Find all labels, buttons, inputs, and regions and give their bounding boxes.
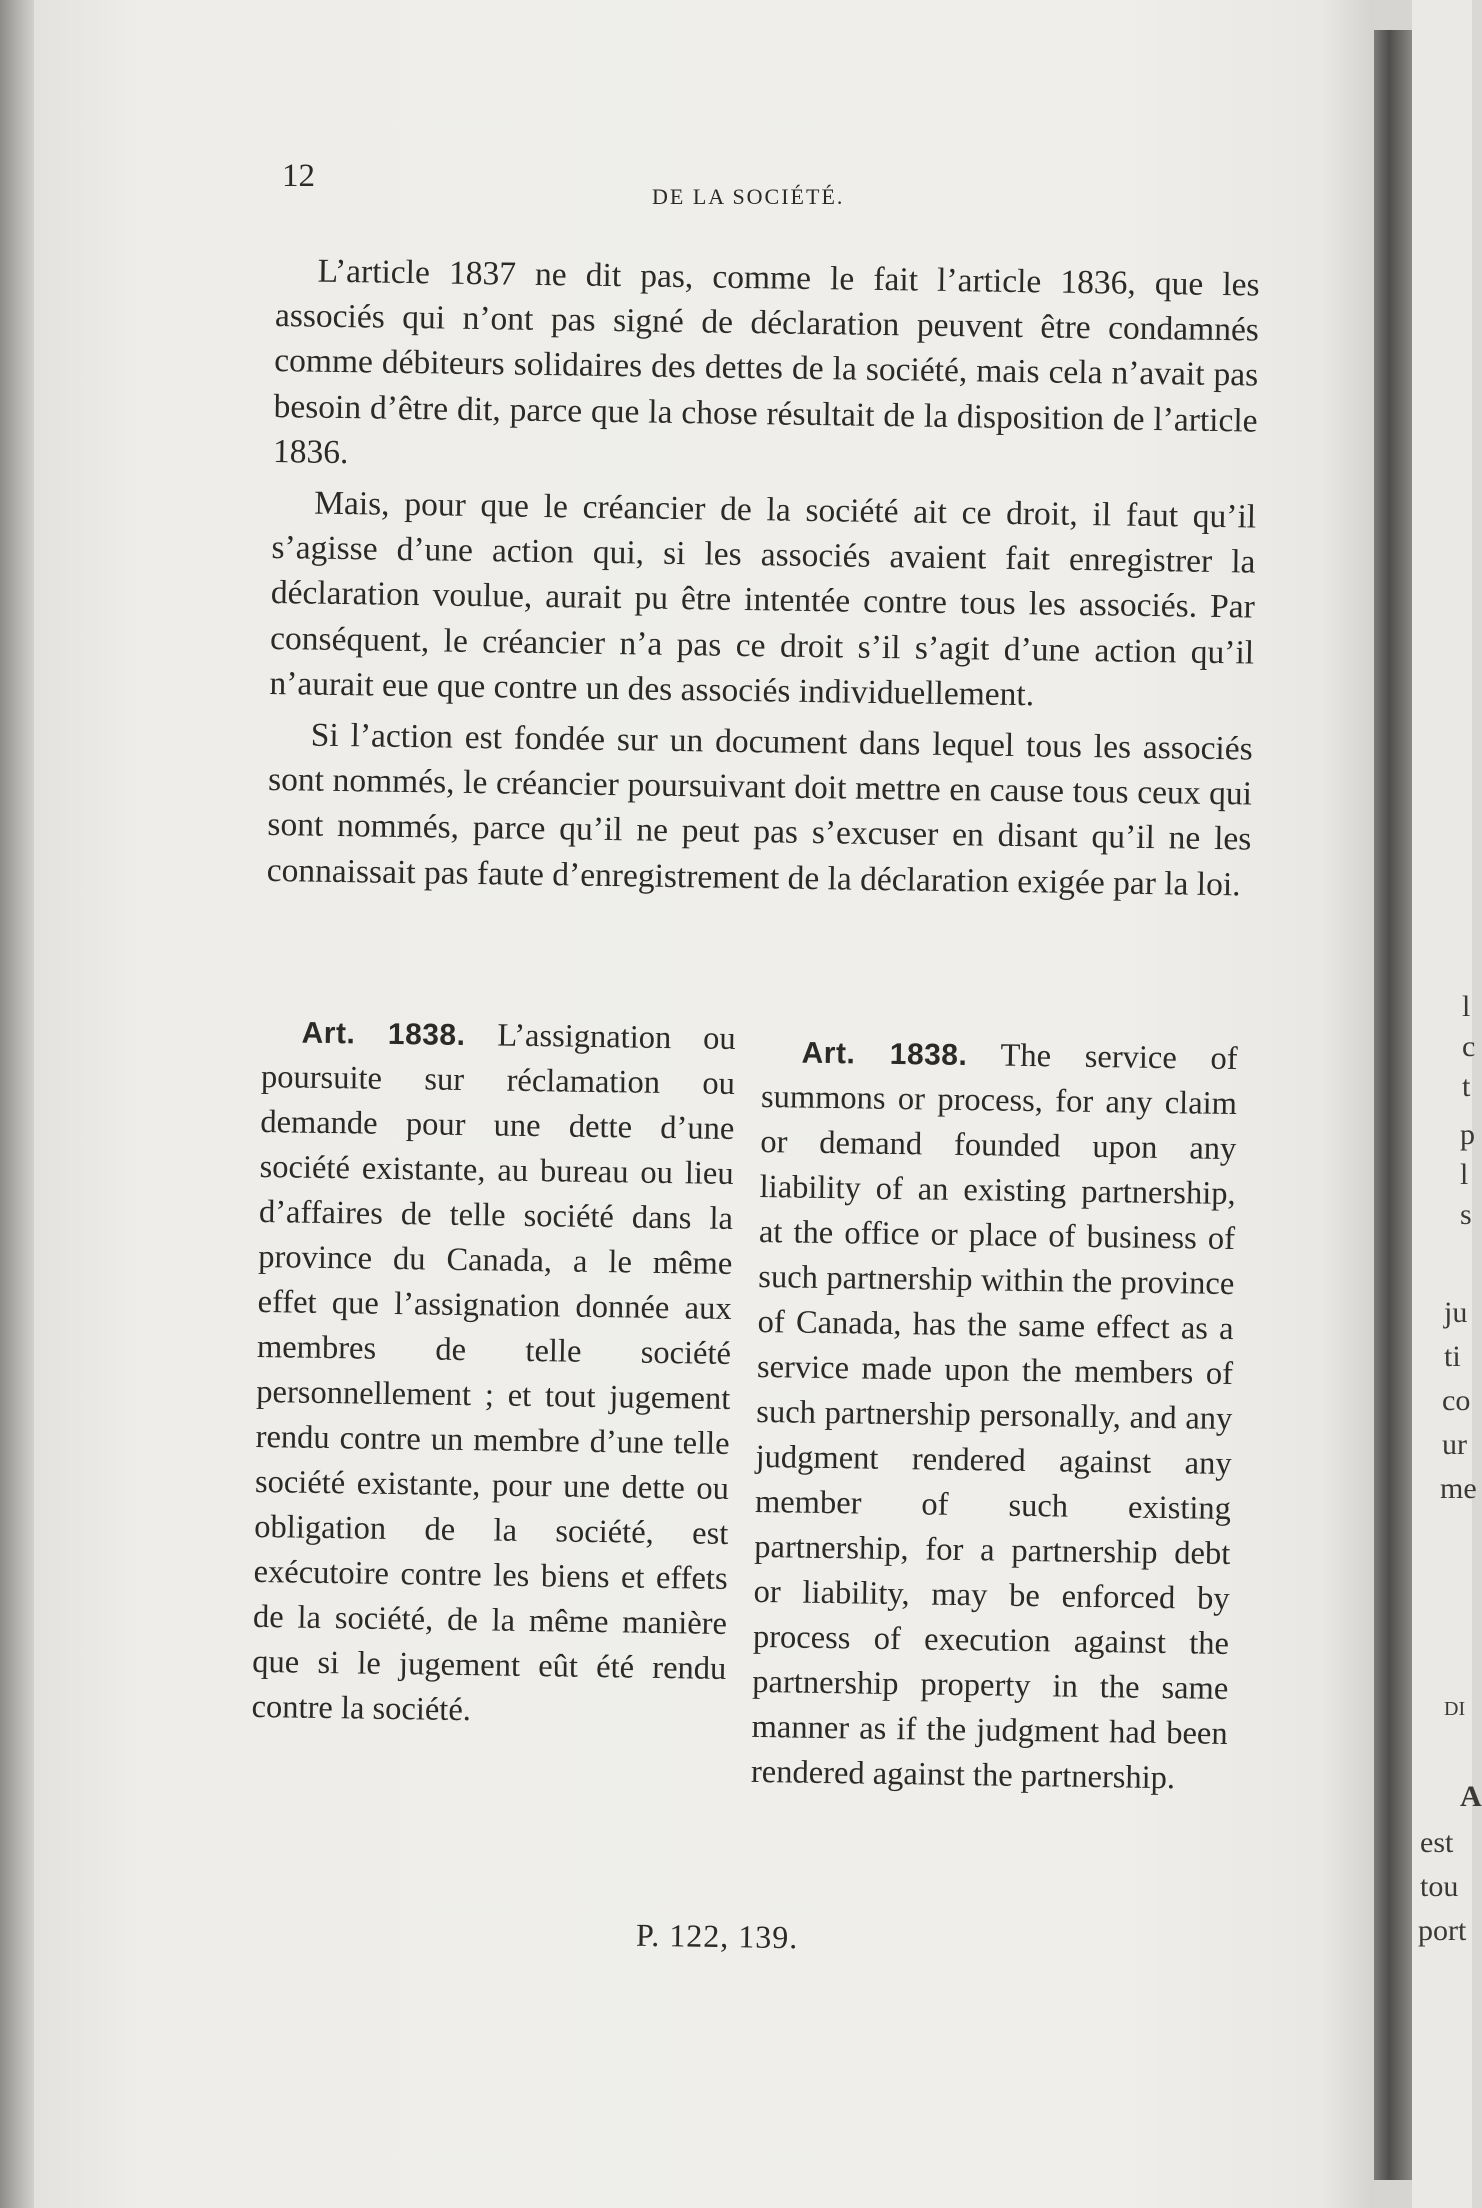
next-page-fragment: est — [1420, 1826, 1454, 1859]
next-page-fragment: l — [1462, 990, 1471, 1023]
next-page-fragment: c — [1462, 1030, 1476, 1063]
cross-reference: P. 122, 139. — [635, 1916, 799, 1956]
article-french-column — [251, 1010, 736, 1737]
page-number: 12 — [282, 158, 315, 194]
next-page-fragment: port — [1418, 1914, 1467, 1947]
article-french-label: Art. 1838. — [301, 1016, 466, 1053]
next-page-fragment: co — [1442, 1384, 1471, 1417]
article-english-label: Art. 1838. — [801, 1036, 968, 1073]
previous-page-edge — [0, 0, 34, 2208]
next-page-fragment: me — [1440, 1472, 1477, 1505]
next-page-fragment: t — [1462, 1070, 1471, 1103]
article-english-paragraph — [751, 1030, 1238, 1802]
commentary-text — [266, 248, 1260, 913]
book-gutter — [1374, 30, 1412, 2180]
running-title: DE LA SOCIÉTÉ. — [652, 184, 845, 209]
commentary-paragraph: Mais, pour que le créancier de la société ait ce droit, il faut qu’il s’agisse d’une action qui, si les associés avaient fait enregistrer la déclaration voulue, aurait pu être intentée contre tous les associés. Par conséquent, le créancier n’a pas ce droit s’il s’agit d’une action qu’il n’aurait eue que contre un des associés individuellement. — [269, 484, 1257, 714]
running-head — [282, 148, 1262, 208]
commentary-paragraph: L’article 1837 ne dit pas, comme le fait l’article 1836, que les associés qui n’ont pas signé de déclaration peuvent être condamnés comme débiteurs solidaires des dettes de la société, mais cela n’avait pas besoin d’être dit, parce que la chose résultait de la disposition de l’article 1836. — [272, 252, 1260, 471]
next-page-fragment: s — [1460, 1198, 1472, 1231]
article-french-paragraph — [251, 1010, 736, 1737]
commentary-paragraph: Si l’action est fondée sur un document dans lequel tous les associés sont nommés, le créancier poursuivant doit mettre en cause tous ceux qui sont nommés, parce qu’il ne peut pas s’excuser en disant qu’il ne les connaissait pas faute d’enregistrement de la déclaration exigée par la loi. — [266, 716, 1253, 904]
article-english-column — [751, 1030, 1238, 1802]
next-page-fragment: l — [1460, 1158, 1469, 1191]
next-page-fragment: DI — [1444, 1698, 1466, 1720]
next-page-fragment: tou — [1420, 1870, 1459, 1903]
next-page-edge — [1412, 0, 1482, 2208]
next-page-fragment: ju — [1444, 1296, 1468, 1329]
article-english-text: The service of summons or process, for any claim or demand founded upon any liability of an existing partnership, at the office or place of business of such partnership within the province of Canada, has the same effect as a service made upon the members of such partnership personally, and any judgment rendered against any member of such existing partnership, for a partnership debt or liability, may be enforced by process of execution against the partnership property in the same manner as if the judgment had been rendered against the partnership. — [750, 1037, 1238, 1797]
next-page-fragment: p — [1460, 1118, 1475, 1151]
next-page-fragment: ur — [1442, 1428, 1467, 1461]
article-french-text: L’assignation ou poursuite sur réclamation ou demande pour une dette d’une société existante, au bureau ou lieu d’affaires de telle société dans la province du Canada, a le même effet que l’assignation donnée aux membres de telle société personnellement ; et tout jugement rendu contre un membre d’une telle société existante, pour une dette ou obligation de la société, est exécutoire contre les biens et effets de la société, de la même manière que si le jugement eût été rendu contre la société. — [251, 1017, 736, 1729]
next-page-fragment: ti — [1444, 1340, 1461, 1373]
next-page-fragment: A — [1460, 1780, 1482, 1813]
